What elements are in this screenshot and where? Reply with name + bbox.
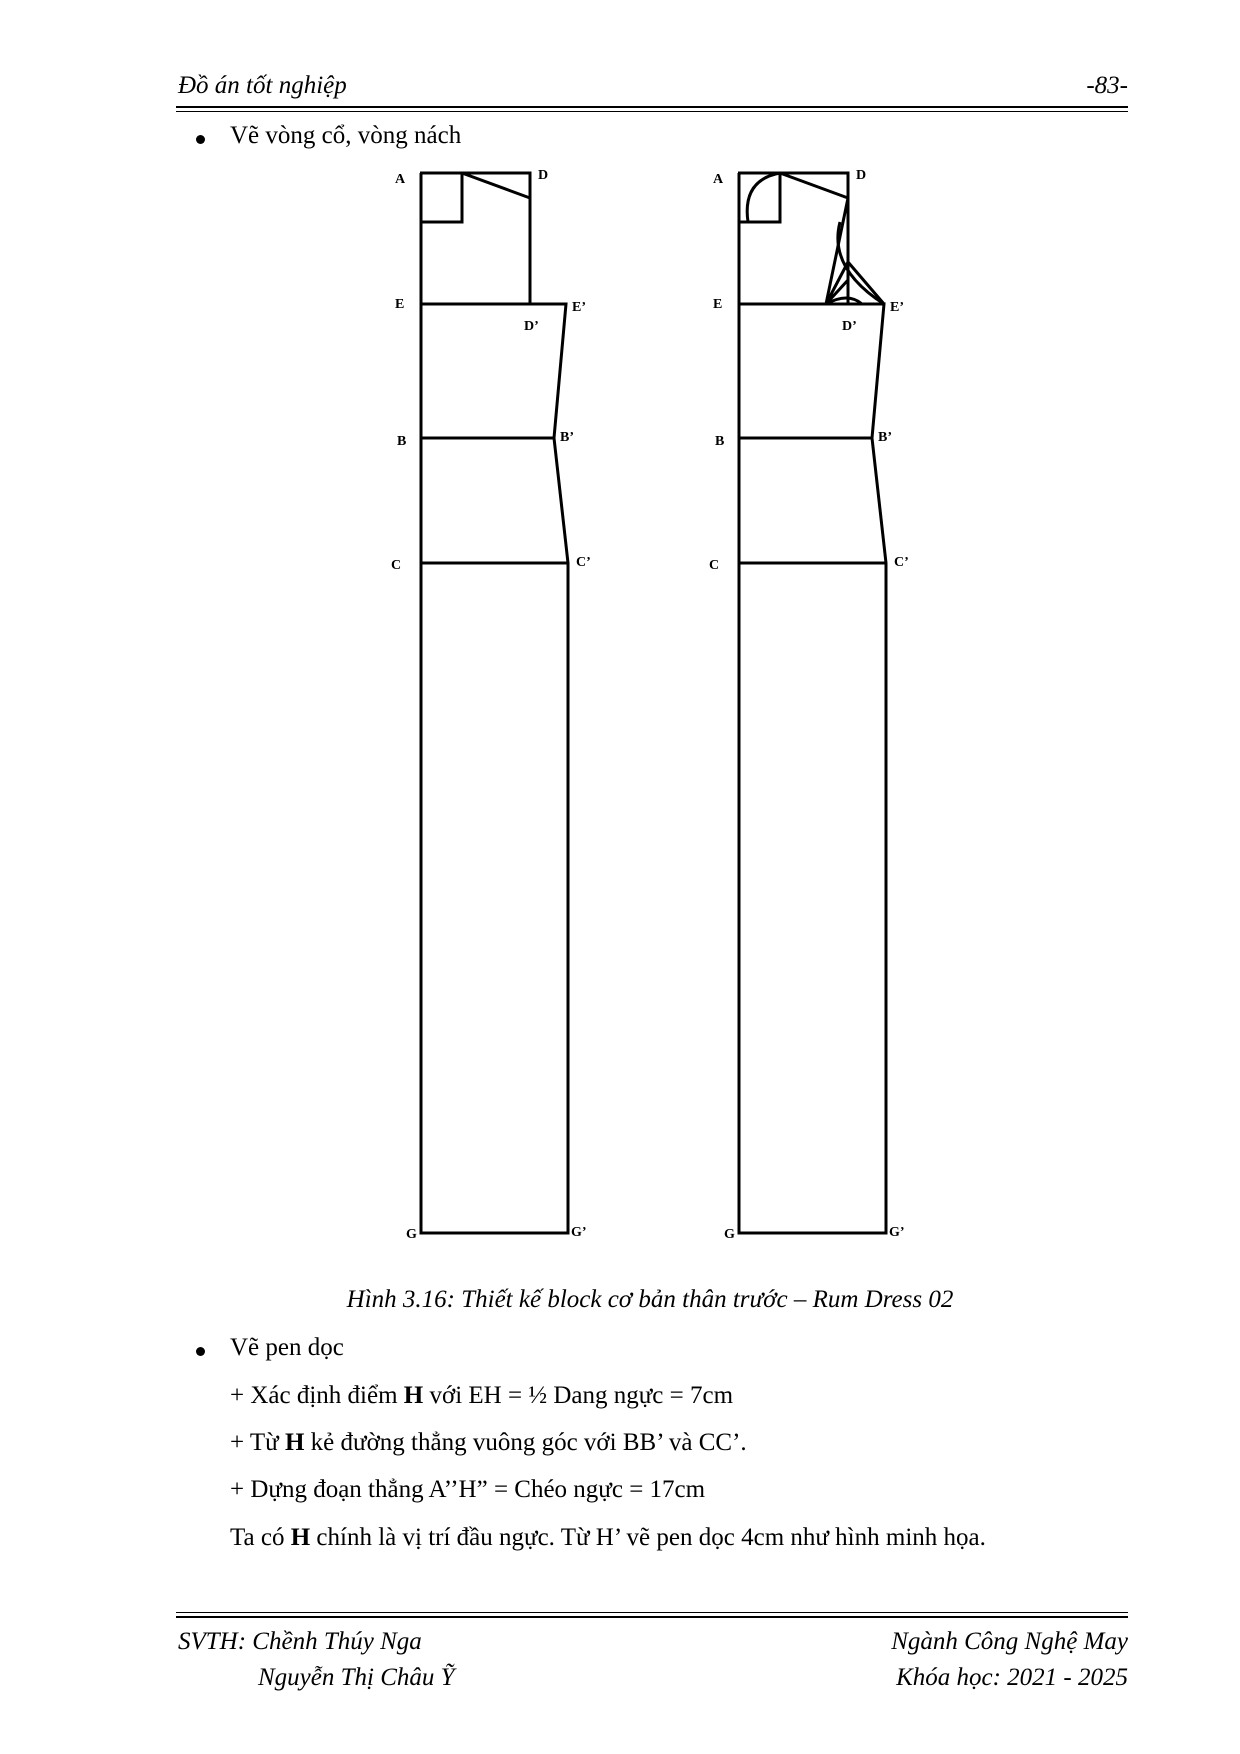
right-label-D: D [856,168,867,183]
left-label-C: C [391,558,402,573]
bullet-text-dart: Vẽ pen dọc [230,1334,344,1361]
bullet-dot [196,1347,205,1356]
instruction-line-4-pre: Ta có [230,1524,291,1551]
left-label-A: A [395,172,406,187]
footer-major: Ngành Công Nghệ May [891,1628,1128,1655]
pattern-block-right [709,168,909,1242]
left-label-G: G [406,1227,417,1242]
instruction-line-2-post: kẻ đường thẳng vuông góc với BB’ và CC’. [304,1429,747,1456]
right-outline [738,173,886,1233]
bullet-text-neckline: Vẽ vòng cổ, vòng nách [230,122,462,149]
footer-course: Khóa học: 2021 - 2025 [896,1664,1128,1691]
instruction-line-1-post: với EH = ½ Dang ngực = 7cm [423,1382,734,1409]
left-outline [420,173,568,1233]
right-label-E1: E’ [890,300,904,315]
right-label-A: A [713,172,724,187]
right-label-G1: G’ [889,1225,905,1240]
left-neck-box [421,173,462,222]
instruction-line-2 [230,1429,747,1457]
right-label-B1: B’ [878,430,892,445]
footer-rule-top [176,1612,1128,1613]
right-label-D1: D’ [842,319,857,334]
page-number: -83- [1086,72,1128,99]
instruction-line-2-bold: H [284,1429,305,1456]
instruction-line-3-pre: + Dựng đoạn thẳng A’’H” = Chéo ngực = 17cm [230,1476,706,1503]
instruction-line-4-post: chính là vị trí đầu ngực. Từ H’ vẽ pen dọc 4cm như hình minh họa. [310,1524,986,1551]
footer-student-2: Nguyễn Thị Châu Ỹ [258,1664,455,1691]
footer-student: SVTH: Chềnh Thúy Nga [178,1628,422,1655]
left-label-D1: D’ [524,319,539,334]
instruction-line-1 [230,1382,733,1410]
header-title: Đồ án tốt nghiệp [178,72,347,99]
left-label-G1: G’ [571,1225,587,1240]
left-label-B: B [397,434,407,449]
left-label-E1: E’ [572,300,586,315]
instruction-line-4 [230,1524,986,1552]
figure-caption: Hình 3.16: Thiết kế block cơ bản thân trước – Rum Dress 02 [346,1286,954,1313]
instruction-line-4-bold: H [290,1524,311,1551]
instruction-line-1-pre: + Xác định điểm [230,1382,404,1409]
left-label-B1: B’ [560,430,574,445]
left-label-D: D [538,168,549,183]
right-shoulder-line [780,173,848,198]
right-shoulder-drop [826,198,848,304]
instruction-line-3 [230,1476,705,1504]
right-label-C1: C’ [894,555,909,570]
left-label-C1: C’ [576,555,591,570]
right-label-C: C [709,558,720,573]
instruction-line-2-pre: + Từ [230,1429,285,1456]
right-label-B: B [715,434,725,449]
right-label-E: E [713,297,723,312]
instruction-line-1-bold: H [403,1382,424,1409]
right-neck-curve [747,173,780,222]
footer-rule-bottom [176,1616,1128,1618]
pattern-block-left [391,168,591,1242]
right-armhole-curve [838,222,884,304]
right-label-G: G [724,1227,735,1242]
left-shoulder-line [462,173,530,198]
left-label-E: E [395,297,405,312]
